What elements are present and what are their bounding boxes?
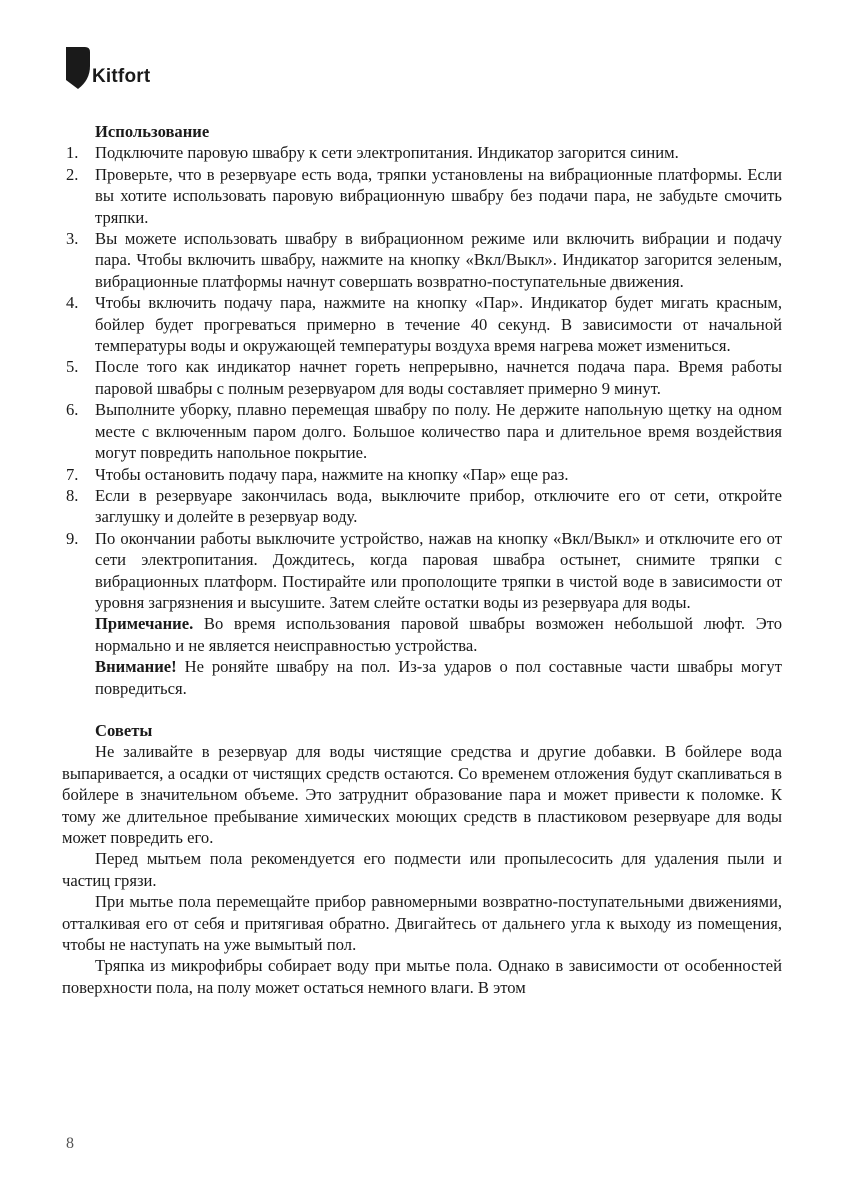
list-item	[62, 142, 782, 163]
note-label: Примечание.	[95, 614, 194, 634]
step-number: 4.	[66, 293, 79, 313]
list-item	[62, 228, 782, 292]
kitfort-logo-icon	[66, 47, 90, 89]
step-number: 2.	[66, 164, 79, 184]
step-text: По окончании работы выключите устройство, нажав на кнопку «Вкл/Выкл» и отключите его от сети электропитания. Дождитесь, когда паровая швабра остынет, снимите тряпки с вибрационных платформ. Постирайте или прополощите тряпки в чистой воде в зависимости от уровня загрязнения и высушите. Затем слейте остатки воды из резервуара для воды.	[95, 528, 782, 612]
step-number: 8.	[66, 485, 79, 505]
list-item	[62, 399, 782, 463]
step-text: Вы можете использовать швабру в вибрационном режиме или включить вибрации и подачу пара. Чтобы включить швабру, нажмите на кнопку «Вкл/Выкл». Индикатор загорится зеленым, вибрационные платформы начнут совершать возвратно-поступательные движения.	[95, 229, 782, 291]
step-number: 3.	[66, 229, 79, 249]
list-item	[62, 528, 782, 614]
brand-name: Kitfort	[92, 66, 151, 87]
step-text: После того как индикатор начнет гореть непрерывно, начнется подача пара. Время работы паровой швабры с полным резервуаром для воды составляет примерно 9 минут.	[95, 357, 782, 398]
step-text: Чтобы остановить подачу пара, нажмите на кнопку «Пар» еще раз.	[95, 464, 569, 484]
warning-text: Не роняйте швабру на пол. Из-за ударов о пол составные части швабры могут повредиться.	[95, 657, 782, 698]
usage-heading: Использование	[95, 122, 210, 141]
step-text: Проверьте, что в резервуаре есть вода, тряпки установлены на вибрационные платформы. Если вы хотите использовать паровую вибрационную швабру без подачи пара, не забудьте смочить тряпки.	[95, 164, 782, 227]
step-number: 9.	[66, 528, 79, 548]
step-number: 6.	[66, 400, 79, 420]
tips-paragraph: Перед мытьем пола рекомендуется его подмести или пропылесосить для удаления пыли и частиц грязи.	[62, 849, 782, 890]
list-item	[62, 464, 782, 485]
list-item	[62, 164, 782, 228]
page-number: 8	[66, 1135, 74, 1152]
step-number: 5.	[66, 357, 79, 377]
note-text: Во время использования паровой швабры возможен небольшой люфт. Это нормально и не является неисправностью устройства.	[95, 614, 782, 655]
tips-paragraph: Не заливайте в резервуар для воды чистящие средства и другие добавки. В бойлере вода выпаривается, а осадки от чистящих средств остаются. Со временем отложения будут скапливаться в бойлере в значительном объеме. Это затруднит образование пара и может привести к поломке. К тому же длительное пребывание химических моющих средств в пластиковом резервуаре для воды может повредить его.	[62, 742, 782, 847]
step-number: 7.	[66, 464, 79, 484]
page-content	[62, 121, 782, 998]
tips-heading: Советы	[95, 720, 153, 740]
section-spacer	[62, 699, 782, 720]
usage-steps	[62, 142, 782, 613]
step-text: Чтобы включить подачу пара, нажмите на кнопку «Пар». Индикатор будет мигать красным, бойлер будет прогреваться примерно в течение 40 секунд. В зависимости от начальной температуры воды и окружающей температуры воздуха время нагрева может измениться.	[95, 293, 782, 356]
step-text: Если в резервуаре закончилась вода, выключите прибор, отключите его от сети, откройте заглушку и долейте в резервуар воду.	[95, 485, 782, 527]
warning-paragraph	[62, 656, 782, 699]
step-number: 1.	[66, 143, 79, 163]
tips-paragraph: При мытье пола перемещайте прибор равномерными возвратно-поступательными движениями, отталкивая его от себя и притягивая обратно. Двигайтесь от дальнего угла к выходу из помещения, чтобы не наступать на уже вымытый пол.	[62, 892, 782, 955]
brand-logo	[66, 47, 150, 89]
tips-paragraph: Тряпка из микрофибры собирает воду при мытье пола. Однако в зависимости от особенностей поверхности пола, на полу может остаться немного влаги. В этом	[62, 956, 782, 997]
list-item	[62, 485, 782, 528]
note-paragraph	[62, 613, 782, 656]
warning-label: Внимание!	[95, 657, 177, 677]
step-text: Выполните уборку, плавно перемещая швабру по полу. Не держите напольную щетку на одном месте с включенным паром долго. Большое количество пара и длительное время воздействия могут повредить напольное покрытие.	[95, 400, 782, 463]
list-item	[62, 356, 782, 399]
list-item	[62, 292, 782, 356]
step-text: Подключите паровую швабру к сети электропитания. Индикатор загорится синим.	[95, 143, 679, 163]
